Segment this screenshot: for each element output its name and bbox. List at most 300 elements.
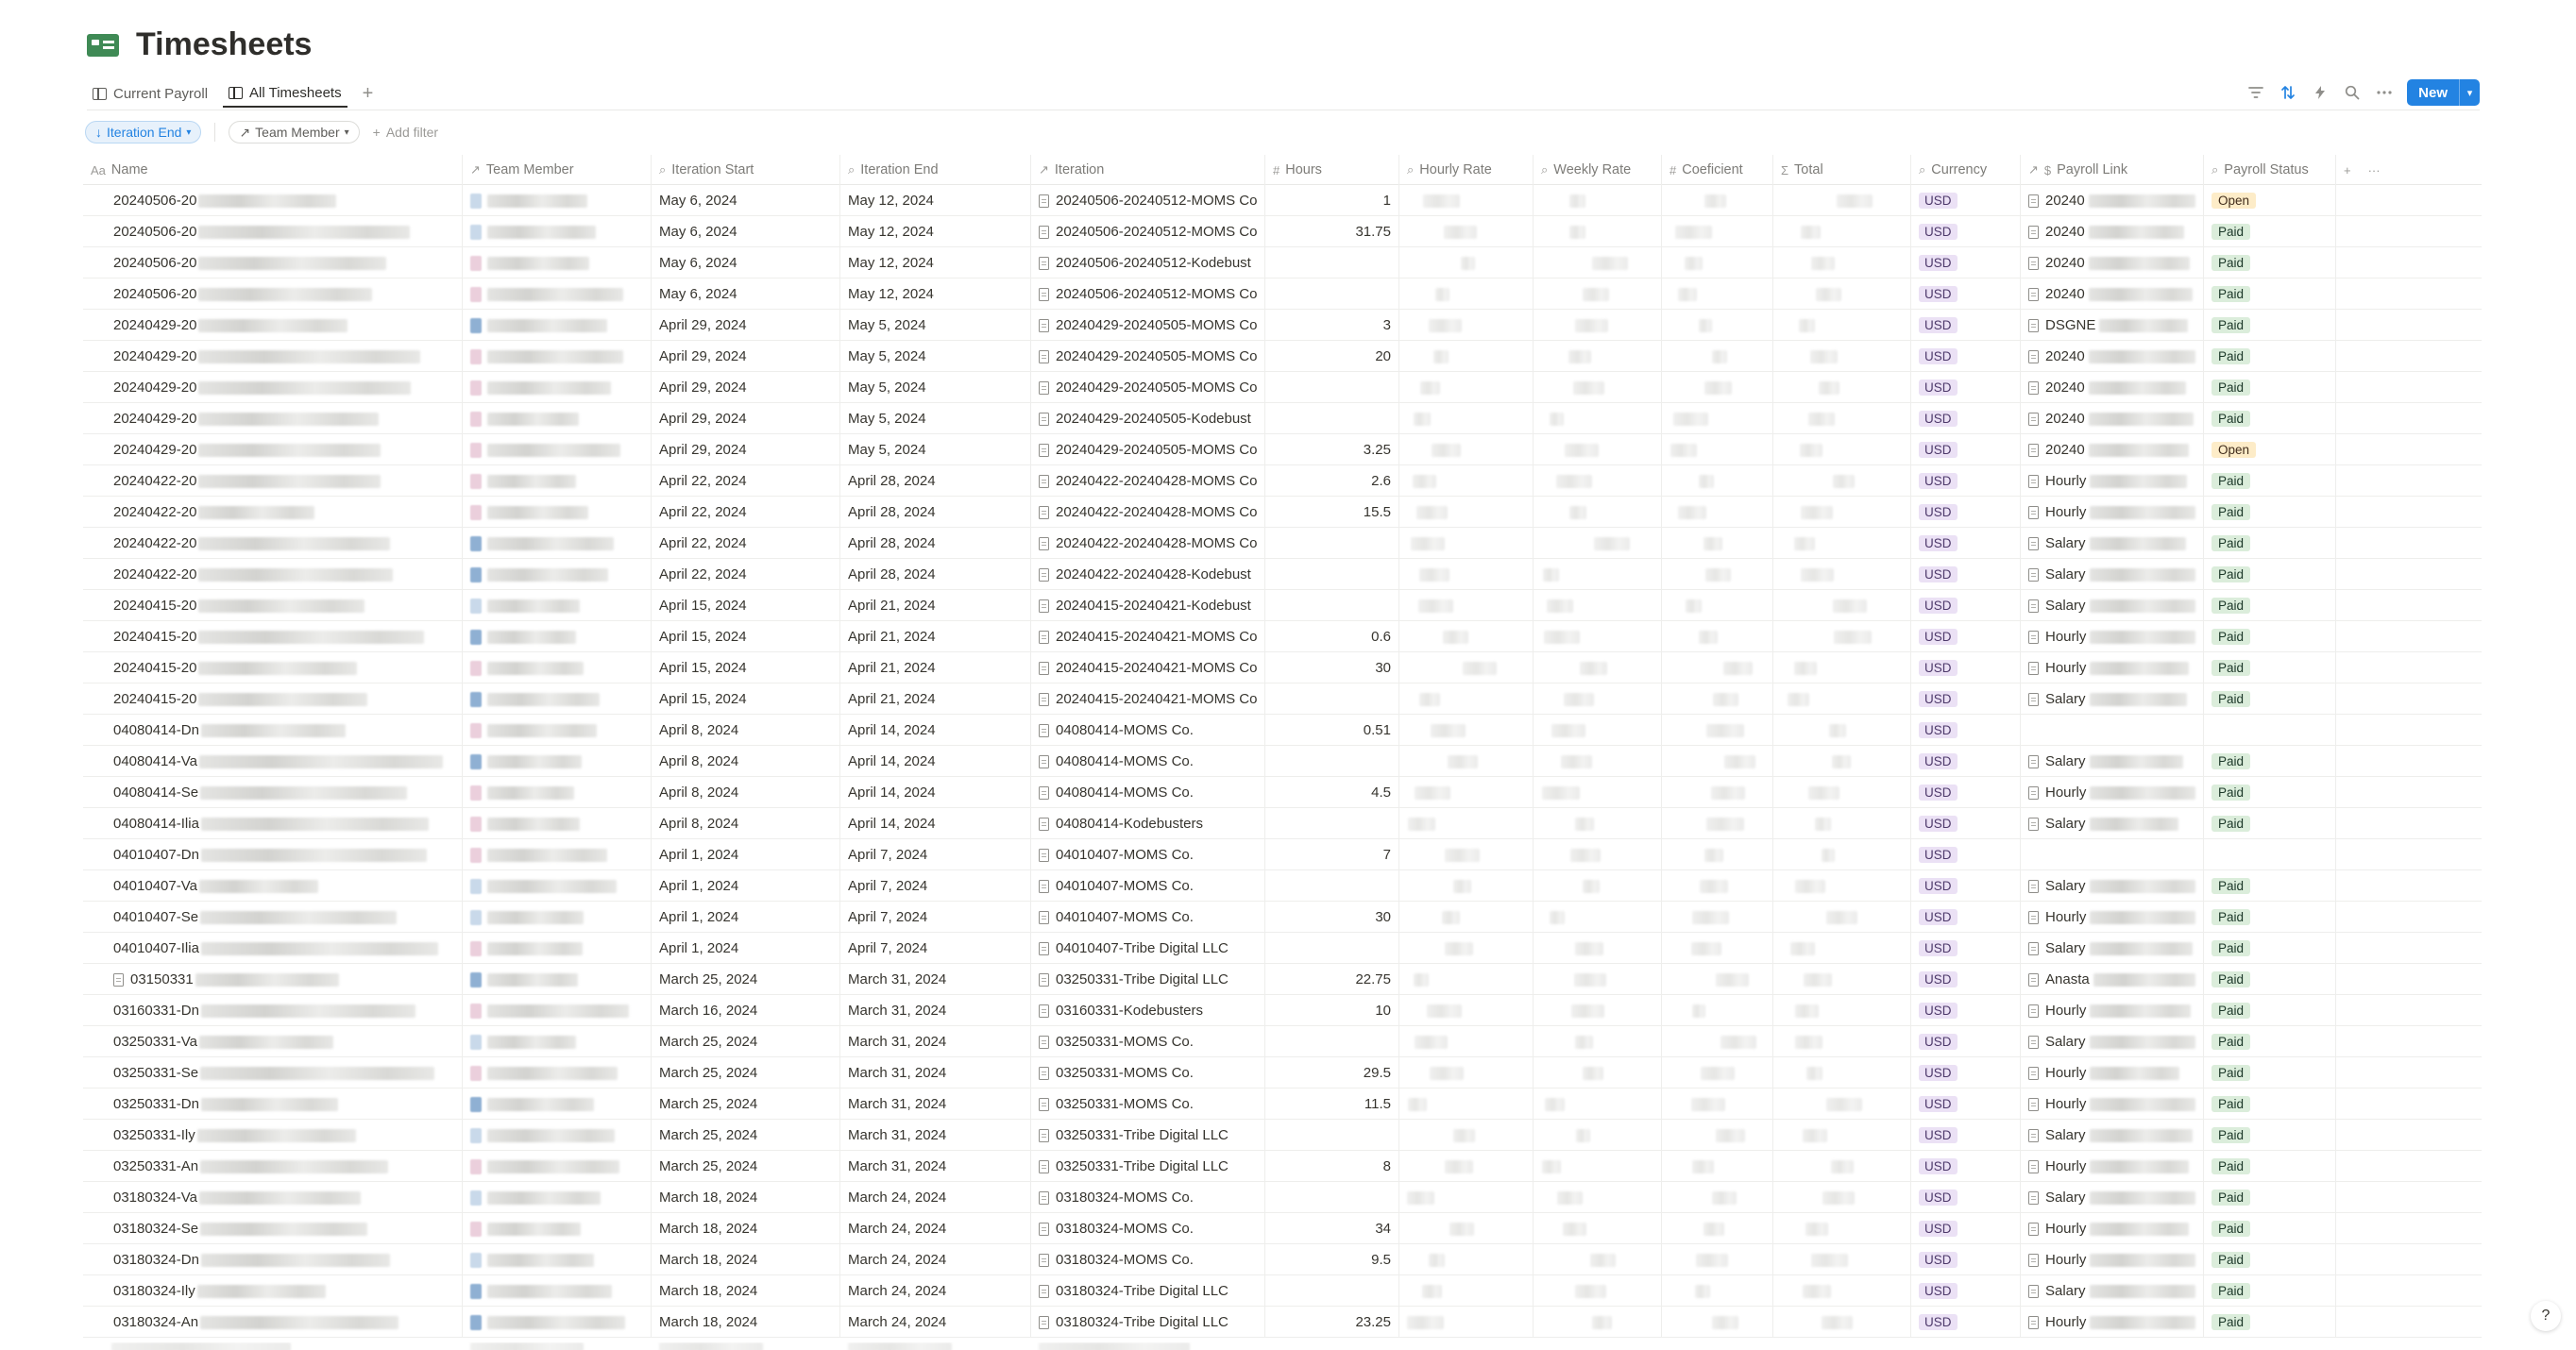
table-row[interactable] — [83, 870, 2482, 902]
cell-member[interactable] — [463, 372, 652, 403]
cell-name[interactable] — [83, 434, 463, 465]
cell-name[interactable] — [83, 1151, 463, 1182]
cell-iteration[interactable] — [1031, 341, 1265, 372]
cell-member[interactable] — [463, 933, 652, 964]
status-badge: Paid — [2212, 1158, 2250, 1174]
cell-coef — [1662, 372, 1773, 403]
cell-payroll[interactable] — [2021, 870, 2204, 902]
redacted-text — [487, 631, 576, 644]
row-start: April 1, 2024 — [659, 909, 739, 925]
cell-payroll[interactable] — [2021, 746, 2204, 777]
redacted-text — [2090, 1316, 2195, 1329]
cell-iteration[interactable] — [1031, 652, 1265, 683]
cell-iteration[interactable] — [1031, 216, 1265, 247]
page-icon — [1039, 693, 1049, 706]
column-header-name[interactable] — [83, 155, 463, 185]
redacted-text — [199, 1191, 361, 1205]
cell-name[interactable] — [83, 652, 463, 683]
row-payroll-link: Hourly — [2045, 473, 2087, 489]
cell-iteration[interactable] — [1031, 1244, 1265, 1275]
redacted-value — [1444, 226, 1477, 239]
add-view-icon[interactable]: + — [362, 82, 374, 104]
cell-member[interactable] — [463, 403, 652, 434]
currency-tag: USD — [1919, 504, 1957, 520]
cell-end — [840, 839, 1031, 870]
cell-status — [2204, 434, 2336, 465]
cell-start — [652, 278, 840, 310]
cell-member[interactable] — [463, 497, 652, 528]
column-header-hours[interactable] — [1265, 155, 1399, 185]
cell-name[interactable] — [83, 1213, 463, 1244]
row-start: March 25, 2024 — [659, 1034, 758, 1050]
table-row[interactable] — [83, 528, 2482, 559]
cell-name[interactable] — [83, 1244, 463, 1275]
cell-payroll[interactable] — [2021, 528, 2204, 559]
cell-member[interactable] — [463, 808, 652, 839]
redacted-text — [195, 973, 339, 987]
cell-iteration[interactable] — [1031, 403, 1265, 434]
help-button[interactable] — [2531, 1301, 2561, 1331]
cell-payroll[interactable] — [2021, 1275, 2204, 1307]
table-row[interactable] — [83, 1120, 2482, 1151]
row-start: May 6, 2024 — [659, 255, 737, 271]
table-row[interactable] — [83, 1057, 2482, 1088]
redacted-text — [487, 599, 580, 613]
cell-iteration[interactable] — [1031, 995, 1265, 1026]
cell-member[interactable] — [463, 621, 652, 652]
cell-iteration[interactable] — [1031, 1151, 1265, 1182]
table-row[interactable] — [83, 839, 2482, 870]
cell-member[interactable] — [463, 310, 652, 341]
cell-iteration[interactable] — [1031, 1026, 1265, 1057]
add-filter-button[interactable] — [373, 125, 438, 140]
table-row[interactable] — [83, 683, 2482, 715]
table-row[interactable] — [83, 652, 2482, 683]
cell-payroll[interactable] — [2021, 403, 2204, 434]
redacted-value — [1826, 911, 1857, 924]
cell-iteration[interactable] — [1031, 1088, 1265, 1120]
cell-name[interactable] — [83, 1057, 463, 1088]
page-icon — [1039, 818, 1049, 831]
cell-member[interactable] — [463, 1244, 652, 1275]
cell-payroll[interactable] — [2021, 808, 2204, 839]
cell-member[interactable] — [463, 185, 652, 216]
cell-iteration[interactable] — [1031, 497, 1265, 528]
cell-name[interactable] — [83, 746, 463, 777]
cell-name[interactable] — [83, 497, 463, 528]
cell-status — [2204, 465, 2336, 497]
table-row[interactable] — [83, 1244, 2482, 1275]
table-row[interactable] — [83, 964, 2482, 995]
column-header-iteration[interactable] — [1031, 155, 1265, 185]
cell-payroll[interactable] — [2021, 777, 2204, 808]
cell-name[interactable] — [83, 995, 463, 1026]
cell-iteration[interactable] — [1031, 1057, 1265, 1088]
cell-name[interactable] — [83, 278, 463, 310]
table-row[interactable] — [83, 1275, 2482, 1307]
cell-member[interactable] — [463, 528, 652, 559]
row-name: 03250331-Ily — [113, 1127, 195, 1143]
member-avatar — [470, 380, 482, 396]
row-iteration: 03250331-Tribe Digital LLC — [1056, 1158, 1229, 1174]
cell-name[interactable] — [83, 715, 463, 746]
cell-payroll[interactable] — [2021, 497, 2204, 528]
cell-spacer — [2336, 1182, 2482, 1213]
cell-spacer — [2336, 1307, 2482, 1338]
cell-iteration[interactable] — [1031, 434, 1265, 465]
cell-member[interactable] — [463, 434, 652, 465]
cell-iteration[interactable] — [1031, 590, 1265, 621]
cell-iteration[interactable] — [1031, 621, 1265, 652]
table-row[interactable] — [83, 434, 2482, 465]
row-start: April 8, 2024 — [659, 753, 739, 769]
cell-member[interactable] — [463, 870, 652, 902]
cell-member[interactable] — [463, 278, 652, 310]
cell-payroll[interactable] — [2021, 902, 2204, 933]
cell-payroll[interactable] — [2021, 1244, 2204, 1275]
cell-name[interactable] — [83, 465, 463, 497]
cell-iteration[interactable] — [1031, 1182, 1265, 1213]
cell-payroll[interactable] — [2021, 652, 2204, 683]
cell-weekly — [1534, 528, 1662, 559]
table-row[interactable] — [83, 247, 2482, 278]
table-row[interactable] — [83, 216, 2482, 247]
table-row[interactable] — [83, 403, 2482, 434]
cell-payroll[interactable] — [2021, 434, 2204, 465]
cell-end — [840, 434, 1031, 465]
row-start: March 18, 2024 — [659, 1314, 758, 1330]
cell-member[interactable] — [463, 964, 652, 995]
currency-tag: USD — [1919, 691, 1957, 707]
redacted-value — [1550, 413, 1564, 426]
cell-iteration[interactable] — [1031, 964, 1265, 995]
row-end: April 21, 2024 — [848, 598, 936, 614]
redacted-text — [487, 849, 607, 862]
cell-payroll[interactable] — [2021, 1213, 2204, 1244]
cell-iteration[interactable] — [1031, 746, 1265, 777]
currency-tag: USD — [1919, 1252, 1957, 1268]
column-header-iteration-start[interactable] — [652, 155, 840, 185]
cell-member[interactable] — [463, 1307, 652, 1338]
cell-end — [840, 247, 1031, 278]
cell-payroll[interactable] — [2021, 933, 2204, 964]
cell-member[interactable] — [463, 1088, 652, 1120]
table-row[interactable] — [83, 1151, 2482, 1182]
status-badge: Paid — [2212, 1252, 2250, 1268]
redacted-text — [198, 537, 390, 550]
cell-hours — [1265, 372, 1399, 403]
cell-coef — [1662, 902, 1773, 933]
cell-iteration[interactable] — [1031, 310, 1265, 341]
cell-payroll[interactable] — [2021, 372, 2204, 403]
table-row[interactable] — [83, 1088, 2482, 1120]
cell-iteration[interactable] — [1031, 870, 1265, 902]
cell-payroll[interactable] — [2021, 341, 2204, 372]
cell-payroll[interactable] — [2021, 465, 2204, 497]
column-header-currency[interactable] — [1911, 155, 2021, 185]
table-row[interactable] — [83, 341, 2482, 372]
row-start: April 29, 2024 — [659, 380, 747, 396]
redacted-value — [1542, 786, 1580, 800]
cell-name[interactable] — [83, 341, 463, 372]
cell-member[interactable] — [463, 465, 652, 497]
cell-member[interactable] — [463, 902, 652, 933]
automation-icon[interactable] — [2311, 83, 2330, 102]
row-name: 03180324-Dn — [113, 1252, 199, 1268]
cell-coef — [1662, 465, 1773, 497]
table-row[interactable] — [83, 715, 2482, 746]
cell-iteration[interactable] — [1031, 559, 1265, 590]
cell-iteration[interactable] — [1031, 715, 1265, 746]
more-icon[interactable]: ··· — [2367, 162, 2381, 177]
cell-member[interactable] — [463, 1151, 652, 1182]
redacted-text — [2089, 350, 2195, 363]
cell-hourly — [1399, 372, 1534, 403]
row-hours: 7 — [1382, 847, 1391, 863]
cell-iteration[interactable] — [1031, 185, 1265, 216]
cell-member[interactable] — [463, 652, 652, 683]
cell-name[interactable] — [83, 310, 463, 341]
cell-payroll[interactable] — [2021, 1182, 2204, 1213]
column-header-weekly-rate[interactable] — [1534, 155, 1662, 185]
cell-member[interactable] — [463, 1182, 652, 1213]
cell-name[interactable] — [83, 777, 463, 808]
cell-payroll[interactable] — [2021, 278, 2204, 310]
search-icon[interactable] — [2343, 83, 2362, 102]
redacted-text — [198, 599, 364, 613]
cell-payroll[interactable] — [2021, 216, 2204, 247]
cell-iteration[interactable] — [1031, 1307, 1265, 1338]
cell-payroll[interactable] — [2021, 683, 2204, 715]
page-icon — [1039, 381, 1049, 395]
column-header-coeficient[interactable] — [1662, 155, 1773, 185]
cell-name[interactable] — [83, 590, 463, 621]
tab-current-payroll[interactable] — [87, 79, 213, 108]
cell-iteration[interactable] — [1031, 683, 1265, 715]
table-row[interactable] — [83, 777, 2482, 808]
new-button[interactable] — [2407, 79, 2480, 106]
redacted-text — [2090, 537, 2186, 550]
sort-chip-iteration-end[interactable] — [85, 121, 201, 143]
redacted-text — [2089, 226, 2184, 239]
table-row[interactable] — [83, 590, 2482, 621]
cell-member[interactable] — [463, 1057, 652, 1088]
cell-payroll[interactable] — [2021, 839, 2204, 870]
cell-payroll[interactable] — [2021, 247, 2204, 278]
cell-member[interactable] — [463, 1120, 652, 1151]
cell-payroll[interactable] — [2021, 1120, 2204, 1151]
cell-iteration[interactable] — [1031, 777, 1265, 808]
cell-member[interactable] — [463, 746, 652, 777]
cell-status — [2204, 216, 2336, 247]
currency-tag: USD — [1919, 940, 1957, 956]
cell-iteration[interactable] — [1031, 933, 1265, 964]
cell-member[interactable] — [463, 216, 652, 247]
table-row[interactable] — [83, 1213, 2482, 1244]
cell-payroll[interactable] — [2021, 995, 2204, 1026]
cell-name[interactable] — [83, 933, 463, 964]
redacted-value — [1445, 942, 1473, 955]
cell-start — [652, 341, 840, 372]
table-row[interactable] — [83, 746, 2482, 777]
page-icon — [1039, 288, 1049, 301]
redacted-value — [1453, 1129, 1475, 1142]
redacted-text — [198, 631, 424, 644]
cell-hourly — [1399, 1275, 1534, 1307]
cell-payroll[interactable] — [2021, 559, 2204, 590]
cell-member[interactable] — [463, 1213, 652, 1244]
cell-member[interactable] — [463, 1026, 652, 1057]
table-row[interactable] — [83, 933, 2482, 964]
cell-iteration[interactable] — [1031, 1120, 1265, 1151]
cell-name[interactable] — [83, 1182, 463, 1213]
cell-name[interactable] — [83, 839, 463, 870]
cell-weekly — [1534, 278, 1662, 310]
cell-name[interactable] — [83, 808, 463, 839]
cell-name[interactable] — [83, 372, 463, 403]
member-avatar — [470, 848, 482, 863]
add-property-icon[interactable]: + — [2344, 162, 2351, 177]
cell-iteration[interactable] — [1031, 465, 1265, 497]
column-header-hourly-rate[interactable] — [1399, 155, 1534, 185]
member-avatar — [470, 972, 482, 987]
table-row[interactable] — [83, 1307, 2482, 1338]
cell-payroll[interactable] — [2021, 185, 2204, 216]
cell-name[interactable] — [83, 528, 463, 559]
cell-member[interactable] — [463, 559, 652, 590]
cell-member[interactable] — [463, 715, 652, 746]
table-row[interactable] — [83, 1026, 2482, 1057]
cell-name[interactable] — [83, 1120, 463, 1151]
redacted-text — [487, 444, 620, 457]
cell-name[interactable] — [83, 1088, 463, 1120]
cell-payroll[interactable] — [2021, 310, 2204, 341]
column-header-iteration-end[interactable] — [840, 155, 1031, 185]
table-view-icon — [93, 88, 107, 100]
filter-chip-team-member[interactable] — [229, 121, 359, 143]
table-row[interactable] — [83, 310, 2482, 341]
status-badge: Paid — [2212, 1221, 2250, 1237]
column-header-team-member[interactable] — [463, 155, 652, 185]
cell-payroll[interactable] — [2021, 1026, 2204, 1057]
cell-iteration[interactable] — [1031, 902, 1265, 933]
table-row[interactable] — [83, 902, 2482, 933]
cell-payroll[interactable] — [2021, 590, 2204, 621]
cell-name[interactable] — [83, 964, 463, 995]
cell-payroll[interactable] — [2021, 1307, 2204, 1338]
cell-name[interactable] — [83, 1275, 463, 1307]
cell-name[interactable] — [83, 1307, 463, 1338]
cell-member[interactable] — [463, 341, 652, 372]
cell-member[interactable] — [463, 777, 652, 808]
cell-member[interactable] — [463, 1275, 652, 1307]
row-name: 04080414-Ilia — [113, 816, 199, 832]
tab-all-timesheets[interactable] — [223, 79, 347, 108]
table-row[interactable] — [83, 497, 2482, 528]
row-payroll-link: Salary — [2045, 1127, 2086, 1143]
cell-name[interactable] — [83, 902, 463, 933]
table-row[interactable] — [83, 1182, 2482, 1213]
redacted-value — [1724, 755, 1755, 768]
cell-member[interactable] — [463, 683, 652, 715]
redacted-value — [1699, 319, 1712, 332]
column-label: Iteration Start — [671, 162, 754, 177]
redacted-value — [1463, 662, 1497, 675]
cell-member[interactable] — [463, 247, 652, 278]
redacted-text — [2089, 381, 2186, 395]
table-row[interactable] — [83, 465, 2482, 497]
row-name: 20240415-20 — [113, 691, 197, 707]
cell-payroll[interactable] — [2021, 964, 2204, 995]
member-avatar — [470, 817, 482, 832]
member-avatar — [470, 225, 482, 240]
more-icon[interactable] — [2375, 83, 2394, 102]
cell-name[interactable] — [83, 247, 463, 278]
cell-currency — [1911, 1088, 2021, 1120]
cell-iteration[interactable] — [1031, 528, 1265, 559]
cell-member[interactable] — [463, 839, 652, 870]
cell-spacer — [2336, 341, 2482, 372]
cell-hours — [1265, 1182, 1399, 1213]
redacted-value — [1704, 194, 1726, 208]
cell-name[interactable] — [83, 559, 463, 590]
currency-tag: USD — [1919, 224, 1957, 240]
table-row[interactable] — [83, 559, 2482, 590]
column-label: Hours — [1285, 162, 1322, 177]
cell-payroll[interactable] — [2021, 1088, 2204, 1120]
redacted-text — [2089, 444, 2189, 457]
cell-start — [652, 1120, 840, 1151]
column-header-payroll-link[interactable] — [2021, 155, 2204, 185]
cell-name[interactable] — [83, 185, 463, 216]
cell-payroll[interactable] — [2021, 1151, 2204, 1182]
cell-iteration[interactable] — [1031, 808, 1265, 839]
page-icon — [2028, 1223, 2039, 1236]
cell-iteration[interactable] — [1031, 278, 1265, 310]
cell-payroll[interactable] — [2021, 1057, 2204, 1088]
cell-name[interactable] — [83, 870, 463, 902]
sort-icon[interactable] — [2279, 83, 2297, 102]
cell-member[interactable] — [463, 995, 652, 1026]
cell-name[interactable] — [83, 683, 463, 715]
column-header-payroll-status[interactable] — [2204, 155, 2336, 185]
table-row[interactable] — [83, 995, 2482, 1026]
table-row[interactable] — [83, 278, 2482, 310]
redacted-value — [1803, 1129, 1827, 1142]
column-header-total[interactable] — [1773, 155, 1911, 185]
filter-icon[interactable] — [2246, 83, 2265, 102]
table-row[interactable] — [83, 808, 2482, 839]
cell-name[interactable] — [83, 403, 463, 434]
cell-payroll[interactable] — [2021, 621, 2204, 652]
cell-iteration[interactable] — [1031, 1213, 1265, 1244]
table-row[interactable] — [83, 621, 2482, 652]
cell-payroll[interactable] — [2021, 715, 2204, 746]
cell-iteration[interactable] — [1031, 839, 1265, 870]
cell-iteration[interactable] — [1031, 247, 1265, 278]
cell-member[interactable] — [463, 590, 652, 621]
cell-name[interactable] — [83, 621, 463, 652]
table-row[interactable] — [83, 185, 2482, 216]
cell-name[interactable] — [83, 216, 463, 247]
cell-status — [2204, 341, 2336, 372]
table-row[interactable] — [83, 372, 2482, 403]
cell-iteration[interactable] — [1031, 1275, 1265, 1307]
cell-name[interactable] — [83, 1026, 463, 1057]
row-start: March 18, 2024 — [659, 1283, 758, 1299]
chevron-down-icon[interactable]: ▾ — [2459, 79, 2480, 106]
cell-iteration[interactable] — [1031, 372, 1265, 403]
